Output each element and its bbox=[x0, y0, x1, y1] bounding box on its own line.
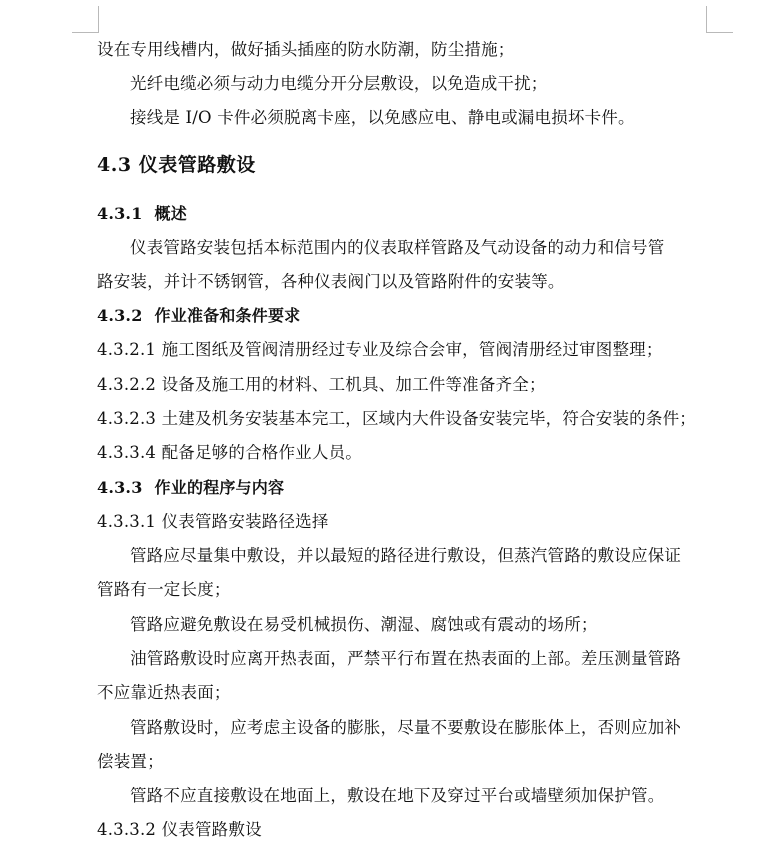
paragraph-line: 仪表管路安装包括本标范围内的仪表取样管路及气动设备的动力和信号管 bbox=[130, 238, 665, 257]
section-title: 仪表管路敷设 bbox=[138, 154, 256, 176]
subsection-heading: 4.3.3.2 仪表管路敷设 bbox=[97, 820, 262, 839]
section-heading-4-3 bbox=[97, 153, 717, 177]
paragraph-line: 光纤电缆必须与动力电缆分开分层敷设，以免造成干扰； bbox=[130, 74, 548, 93]
section-heading-4-3-1 bbox=[97, 202, 717, 226]
paragraph-line: 管路应尽量集中敷设，并以最短的路径进行敷设，但蒸汽管路的敷设应保证 bbox=[130, 546, 682, 565]
paragraph-line: 管路有一定长度； bbox=[97, 580, 231, 599]
paragraph-line: 设在专用线槽内，做好插头插座的防水防潮，防尘措施； bbox=[97, 40, 515, 59]
list-item: 4.3.2.3 土建及机务安装基本完工，区域内大件设备安装完毕，符合安装的条件； bbox=[97, 409, 696, 428]
list-item: 4.3.2.2 设备及施工用的材料、工机具、加工件等准备齐全； bbox=[97, 375, 546, 394]
section-number: 4.3 bbox=[97, 154, 132, 176]
paragraph-line: 管路应避免敷设在易受机械损伤、潮湿、腐蚀或有震动的场所； bbox=[130, 615, 598, 634]
section-title: 作业准备和条件要求 bbox=[154, 306, 301, 325]
subsection-heading: 4.3.3.1 仪表管路安装路径选择 bbox=[97, 512, 329, 531]
section-number: 4.3.3 bbox=[97, 478, 143, 497]
list-item: 4.3.2.1 施工图纸及管阀清册经过专业及综合会审，管阀清册经过审图整理； bbox=[97, 340, 663, 359]
paragraph-line: 路安装，并计不锈钢管，各种仪表阀门以及管路附件的安装等。 bbox=[97, 272, 565, 291]
section-number: 4.3.2 bbox=[97, 306, 143, 325]
section-heading-4-3-2 bbox=[97, 304, 717, 328]
list-item: 4.3.3.4 配备足够的合格作业人员。 bbox=[97, 443, 362, 462]
paragraph-line: 偿装置； bbox=[97, 752, 164, 771]
section-title: 作业的程序与内容 bbox=[154, 478, 285, 497]
paragraph-line: 管路敷设时，应考虑主设备的膨胀，尽量不要敷设在膨胀体上，否则应加补 bbox=[130, 718, 682, 737]
margin-corner-marker-right bbox=[706, 6, 733, 33]
margin-corner-marker-left bbox=[72, 6, 99, 33]
paragraph-line: 油管路敷设时应离开热表面，严禁平行布置在热表面的上部。差压测量管路 bbox=[130, 649, 682, 668]
section-title: 概述 bbox=[154, 204, 187, 223]
section-number: 4.3.1 bbox=[97, 204, 143, 223]
section-heading-4-3-3 bbox=[97, 476, 717, 500]
paragraph-line: 不应靠近热表面； bbox=[97, 683, 231, 702]
paragraph-line: 接线是 I/O 卡件必须脱离卡座，以免感应电、静电或漏电损坏卡件。 bbox=[130, 108, 635, 127]
paragraph-line: 管路不应直接敷设在地面上，敷设在地下及穿过平台或墙壁须加保护管。 bbox=[130, 786, 665, 805]
